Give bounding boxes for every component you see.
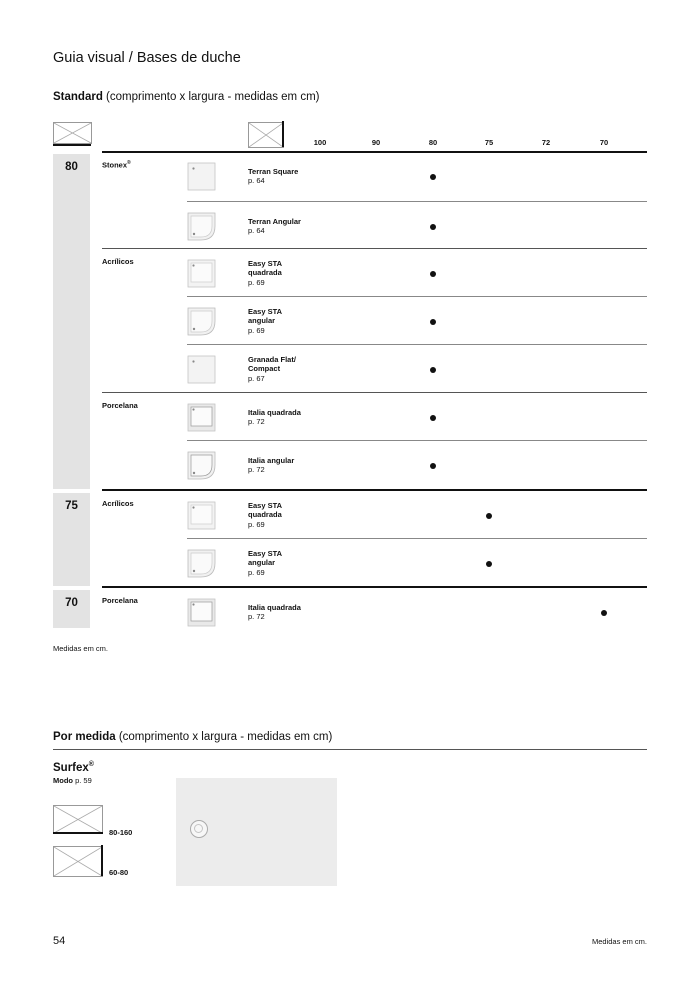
material-label: [102, 401, 138, 410]
material-name: Stonex: [102, 160, 128, 170]
material-name: Acrílicos: [102, 257, 134, 266]
por-medida-rule: [53, 749, 647, 750]
product-name: Easy STA quadrada: [248, 258, 283, 278]
row-divider: [187, 344, 647, 345]
column-legend-icon: [248, 122, 284, 148]
product-name: Easy STA angular: [248, 306, 283, 326]
availability-dot: [430, 463, 436, 469]
column-header-70: 70: [599, 138, 609, 147]
product-name: Italia quadrada: [248, 407, 301, 417]
material-label: [102, 499, 134, 508]
product-thumbnail: [187, 307, 216, 336]
material-sup: ®: [127, 160, 131, 166]
standard-heading-bold: Standard: [53, 91, 103, 103]
product-entry: [248, 167, 298, 186]
column-legend-bar: [282, 121, 284, 147]
material-label: [102, 160, 131, 170]
size-label: 70: [65, 597, 78, 609]
surfex-title: [53, 761, 94, 774]
product-entry: [248, 217, 301, 236]
availability-dot: [430, 271, 436, 277]
product-page: p. 72: [248, 612, 265, 621]
product-entry: [248, 355, 296, 384]
product-thumbnail: [187, 501, 216, 530]
product-page: p. 72: [248, 465, 265, 474]
product-thumbnail: [187, 403, 216, 432]
row-divider: [187, 296, 647, 297]
length-range: 80-160: [109, 828, 133, 837]
product-thumbnail: [187, 355, 216, 384]
product-name: Easy STA quadrada: [248, 500, 283, 520]
model-page: p. 59: [73, 776, 92, 785]
material-name: Acrílicos: [102, 499, 134, 508]
surfex-drain: [190, 820, 208, 838]
table-header-rule: [102, 151, 647, 153]
product-thumbnail: [187, 212, 216, 241]
row-divider: [187, 201, 647, 202]
availability-dot: [430, 319, 436, 325]
product-name: Italia angular: [248, 455, 295, 465]
width-bar: [101, 845, 103, 876]
product-page: p. 64: [248, 226, 265, 235]
product-name: Easy STA angular: [248, 548, 283, 568]
column-header-72: 72: [541, 138, 551, 147]
product-thumbnail: [187, 162, 216, 191]
product-thumbnail: [187, 598, 216, 627]
availability-dot: [601, 610, 607, 616]
product-page: p. 69: [248, 277, 265, 287]
length-icon: [53, 805, 103, 834]
product-entry: [248, 408, 301, 427]
product-entry: [248, 259, 282, 288]
standard-section-title: [53, 91, 320, 103]
surfex-model: [53, 776, 92, 785]
product-entry: [248, 603, 301, 622]
product-entry: [248, 501, 282, 530]
length-bar: [53, 832, 103, 834]
product-thumbnail: [187, 549, 216, 578]
standard-note: Medidas em cm.: [53, 644, 109, 653]
availability-dot: [430, 415, 436, 421]
column-header-80: 80: [428, 138, 438, 147]
por-medida-heading-bold: Por medida: [53, 731, 116, 743]
surfex-name: Surfex: [53, 761, 89, 774]
material-name: Porcelana: [102, 596, 138, 605]
product-name: Granada Flat/ Compact: [248, 354, 296, 374]
group-divider: [102, 489, 647, 491]
product-page: p. 69: [248, 519, 265, 529]
product-name: Terran Angular: [248, 216, 301, 226]
product-entry: [248, 549, 282, 578]
standard-heading-rest: (comprimento x largura - medidas em cm): [102, 91, 320, 103]
availability-dot: [430, 174, 436, 180]
product-thumbnail: [187, 259, 216, 288]
product-page: p. 72: [248, 417, 265, 426]
group-divider: [102, 586, 647, 588]
width-range: 60-80: [109, 868, 129, 877]
material-label: [102, 596, 138, 605]
product-thumbnail: [187, 451, 216, 480]
column-header-100: 100: [313, 138, 327, 147]
product-name: Italia quadrada: [248, 602, 301, 612]
product-entry: [248, 456, 294, 475]
model-label: Modo: [53, 776, 73, 785]
row-divider: [187, 538, 647, 539]
availability-dot: [486, 513, 492, 519]
size-block-80: [53, 154, 90, 489]
material-label: [102, 257, 134, 266]
availability-dot: [486, 561, 492, 567]
column-header-90: 90: [371, 138, 381, 147]
surfex-sup: ®: [88, 761, 94, 768]
size-label: 80: [65, 161, 78, 173]
row-divider: [187, 440, 647, 441]
product-page: p. 69: [248, 325, 265, 335]
availability-dot: [430, 367, 436, 373]
material-name: Porcelana: [102, 401, 138, 410]
page-number: 54: [53, 935, 66, 947]
size-block-70: [53, 590, 90, 628]
size-legend-icon: [53, 122, 92, 144]
por-medida-heading-rest: (comprimento x largura - medidas em cm): [115, 731, 333, 743]
page-title: Guia visual / Bases de duche: [53, 50, 241, 66]
product-name: Terran Square: [248, 166, 299, 176]
availability-dot: [430, 224, 436, 230]
row-divider: [102, 248, 647, 249]
product-page: p. 67: [248, 373, 265, 383]
column-header-75: 75: [484, 138, 494, 147]
size-label: 75: [65, 500, 78, 512]
por-medida-section-title: [53, 731, 332, 743]
footer-note: Medidas em cm.: [591, 937, 647, 946]
size-legend-bar: [53, 144, 91, 146]
product-page: p. 69: [248, 567, 265, 577]
width-icon: [53, 846, 103, 877]
product-page: p. 64: [248, 176, 265, 185]
product-entry: [248, 307, 282, 336]
row-divider: [102, 392, 647, 393]
